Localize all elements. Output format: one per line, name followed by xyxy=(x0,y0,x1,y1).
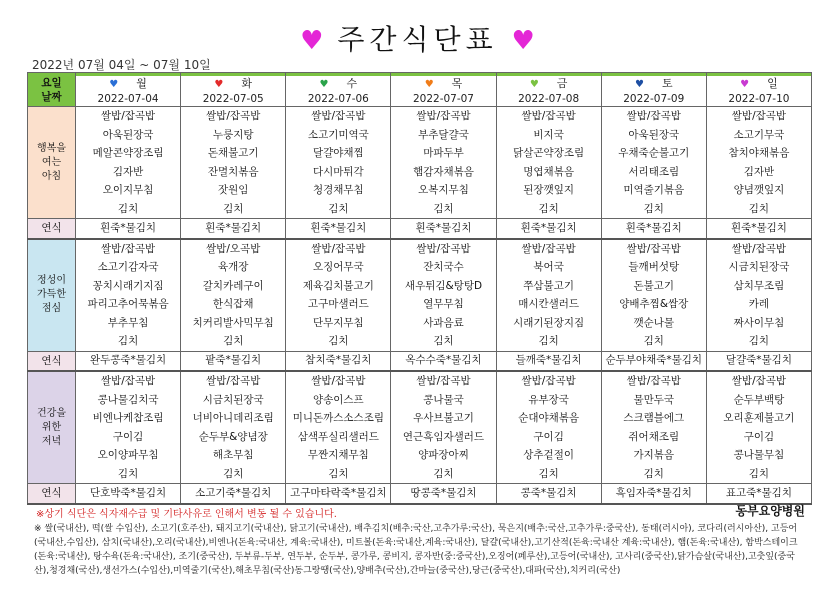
soft-diet-item: 흰죽*물김치 xyxy=(391,219,496,239)
menu-item: 김치 xyxy=(748,467,770,480)
menu-item: 김치 xyxy=(538,467,559,480)
menu-item: 쌀밥/잡곡밥 xyxy=(521,110,576,122)
menu-item: 유부장국 xyxy=(528,393,569,406)
heart-icon: ♥ xyxy=(511,26,535,56)
menu-item: 김치 xyxy=(223,202,244,215)
menu-item: 콩나물국 xyxy=(423,393,464,406)
menu-item: 콩나물무침 xyxy=(733,449,785,461)
menu-item: 미니돈까스소스조림 xyxy=(292,412,384,424)
menu-item: 양송이스프 xyxy=(312,393,364,406)
menu-item: 김치 xyxy=(223,467,244,480)
menu-item: 잔치국수 xyxy=(423,261,464,273)
menu-item: 한식잡채 xyxy=(212,298,254,310)
soft-diet-item: 소고기죽*물김치 xyxy=(181,484,286,504)
weekly-menu-table xyxy=(27,72,812,505)
day-header xyxy=(706,73,811,107)
menu-item: 가지볶음 xyxy=(633,449,675,461)
day-name: 월 xyxy=(136,77,147,90)
menu-item: 스크램블에그 xyxy=(623,412,685,424)
menu-item: 삼색푸실리샐러드 xyxy=(297,430,379,443)
soft-diet-item: 팥죽*물김치 xyxy=(181,351,286,371)
menu-item: 사과음료 xyxy=(423,316,464,329)
menu-item: 참치야채볶음 xyxy=(728,147,790,159)
day-header xyxy=(391,73,496,107)
notice: ※상기 식단은 식자재수급 및 기타사유로 인해서 변동 될 수 있습니다. xyxy=(36,509,337,520)
menu-item: 순대야채볶음 xyxy=(518,412,580,424)
soft-diet-item: 고구마타락죽*물김치 xyxy=(286,484,391,504)
menu-item: 구이김 xyxy=(743,430,775,443)
menu-item: 부추무침 xyxy=(107,316,149,329)
breakfast-soft-row xyxy=(28,219,812,239)
menu-item: 오이양파무침 xyxy=(97,449,159,461)
header-label xyxy=(28,73,76,107)
dinner-menu-cell xyxy=(601,371,706,484)
lunch-menu-cell xyxy=(391,239,496,352)
menu-item: 김치 xyxy=(433,335,454,347)
menu-item: 비지국 xyxy=(533,128,564,141)
menu-item: 김치 xyxy=(538,202,559,215)
meal-label-line: 건강을 xyxy=(37,407,66,419)
menu-item: 쌀밥/잡곡밥 xyxy=(206,375,261,387)
soft-diet-item: 흰죽*물김치 xyxy=(601,219,706,239)
heart-icon: ♥ xyxy=(319,79,329,90)
menu-item: 양파장아찌 xyxy=(418,449,469,461)
menu-item: 소고기무국 xyxy=(733,128,785,141)
menu-item: 김치 xyxy=(117,202,139,215)
meal-label-line: 점심 xyxy=(41,303,62,314)
menu-item: 양배추찜&쌈장 xyxy=(619,298,689,310)
lunch-label xyxy=(28,239,76,352)
menu-item: 쌀밥/잡곡밥 xyxy=(731,110,787,122)
menu-item: 마파두부 xyxy=(423,147,464,159)
menu-item: 시금치된장국 xyxy=(728,261,790,273)
meal-label-line: 행복을 xyxy=(37,142,66,154)
menu-item: 꽁치시래기지짐 xyxy=(92,279,164,292)
header-label-date: 날짜 xyxy=(41,90,62,103)
menu-item: 김치 xyxy=(748,335,770,347)
lunch-menu-cell xyxy=(76,239,181,352)
menu-item: 김치 xyxy=(117,335,139,347)
menu-item: 쥐어채조림 xyxy=(628,430,680,443)
lunch-soft-row xyxy=(28,351,812,371)
breakfast-menu-cell xyxy=(601,107,706,219)
menu-item: 양념깻잎지 xyxy=(733,184,785,196)
menu-item: 서리태조림 xyxy=(628,165,680,178)
heart-icon: ♥ xyxy=(529,79,539,90)
menu-item: 삼치무조림 xyxy=(733,279,785,292)
menu-item: 열무무침 xyxy=(423,298,464,310)
menu-item: 오리훈제불고기 xyxy=(723,412,795,424)
day-date: 2022-07-04 xyxy=(97,93,159,105)
day-name: 화 xyxy=(241,77,253,90)
heart-icon: ♥ xyxy=(300,26,324,56)
menu-item: 우사브불고기 xyxy=(413,412,474,424)
meal-label-line: 아침 xyxy=(41,170,62,182)
meal-label-line: 가득한 xyxy=(37,289,66,300)
day-header xyxy=(496,73,601,107)
menu-item: 미역줄기볶음 xyxy=(623,184,685,196)
heart-icon: ♥ xyxy=(740,79,750,90)
menu-item: 김치 xyxy=(117,467,139,480)
menu-item: 김자반 xyxy=(743,165,775,178)
dinner-menu-cell xyxy=(181,371,286,484)
menu-item: 제육김치불고기 xyxy=(302,279,374,292)
menu-item: 달걀야채찜 xyxy=(312,147,364,159)
page-title xyxy=(0,18,835,58)
menu-item: 갈치카레구이 xyxy=(202,279,264,292)
menu-item: 누룽지탕 xyxy=(212,128,254,141)
menu-item: 김치 xyxy=(433,467,454,480)
menu-item: 쌀밥/잡곡밥 xyxy=(206,110,261,122)
meal-label-line: 저녁 xyxy=(41,435,62,447)
menu-item: 우채죽순불고기 xyxy=(618,147,690,159)
heart-icon: ♥ xyxy=(109,79,119,90)
soft-diet-item: 흰죽*물김치 xyxy=(496,219,601,239)
menu-item: 김자반 xyxy=(112,165,144,178)
menu-item: 김치 xyxy=(538,335,559,347)
soft-diet-item: 흰죽*물김치 xyxy=(76,219,181,239)
menu-item: 오복지무침 xyxy=(418,184,469,196)
menu-item: 돈불고기 xyxy=(633,279,675,292)
day-header xyxy=(181,73,286,107)
soft-diet-label: 연식 xyxy=(28,219,76,239)
menu-item: 김치 xyxy=(328,467,349,480)
soft-diet-item: 들깨죽*물김치 xyxy=(496,351,601,371)
menu-item: 쌀밥/잡곡밥 xyxy=(626,375,681,387)
origin-info: ※ 쌀(국내산), 떡(쌀 수입산), 소고기(호주산), 돼지고기(국내산), 닭고기(국내산), 배추김치(배추:국산,고추가루:국산), 묵은지(배추:국산,고추가루:중국산), 동태(러시아), 코다리(러시아산), 고등어(국내산,수입산), 삼치(국내산),오리(국내산),비엔나(돈육:국내산, 계육:국내산), 미트볼(돈육:국내산,계육:국내산), 달걀(국내산),고기산적(돈육:국내산 계육:국내산), 햄(돈육:국내산), 함박스테이크(돈육:국내산), 탕수육(돈육:국내산), 조기(중국산), 두부류-두부, 연두부, 순두부, 콩가루, 콩비지, 콩자반(중:중국산),오징어(페루산),고등어(국내산), 고사리(중국산),닭가슴살(국내산),고춧잎(중국산),청경채(국산),생선가스(수입산),미역줄기(국산),해초무침(국산)동그랑땡(국산),양배추(국산),간마늘(중국산),당근(중국산),대파(국산),치커리(국산) xyxy=(34,524,798,576)
dinner-menu-cell xyxy=(391,371,496,484)
menu-item: 시금치된장국 xyxy=(202,393,264,406)
menu-item: 콩나물김치국 xyxy=(97,393,159,406)
menu-item: 짜사이무침 xyxy=(733,316,785,329)
meal-label-line: 위한 xyxy=(41,421,62,433)
menu-item: 쌀밥/잡곡밥 xyxy=(416,110,471,122)
soft-diet-item: 콩죽*물김치 xyxy=(496,484,601,504)
menu-item: 쌀밥/잡곡밥 xyxy=(731,375,787,387)
breakfast-menu-cell xyxy=(391,107,496,219)
hospital-name: 동부요양병원 xyxy=(735,504,805,518)
dinner-menu-cell xyxy=(496,371,601,484)
date-range: 2022년 07월 04일 ~ 07월 10일 xyxy=(32,58,211,72)
menu-item: 단무지무침 xyxy=(312,316,364,329)
soft-diet-item: 흑임자죽*물김치 xyxy=(601,484,706,504)
menu-item: 새우튀김&탕탕D xyxy=(404,279,483,292)
soft-diet-item: 옥수수죽*물김치 xyxy=(391,351,496,371)
menu-item: 해초무침 xyxy=(212,449,254,461)
menu-item: 김치 xyxy=(433,202,454,215)
menu-item: 상추겉절이 xyxy=(523,449,574,461)
menu-item: 햄감자채볶음 xyxy=(413,165,474,178)
menu-item: 다시마튀각 xyxy=(312,165,364,178)
day-header xyxy=(601,73,706,107)
day-date: 2022-07-06 xyxy=(307,93,369,105)
menu-item: 시래기된장지짐 xyxy=(513,316,585,329)
menu-item: 김치 xyxy=(643,335,664,347)
menu-item: 들깨버섯탕 xyxy=(628,261,680,273)
soft-diet-item: 흰죽*물김치 xyxy=(181,219,286,239)
menu-item: 쌀밥/잡곡밥 xyxy=(100,375,156,387)
meal-label-line: 여는 xyxy=(41,156,62,168)
menu-item: 오징어무국 xyxy=(312,261,364,273)
menu-item: 순두부&양념장 xyxy=(198,430,268,443)
menu-item: 비엔나케찹조림 xyxy=(92,412,164,424)
breakfast-menu-cell xyxy=(496,107,601,219)
menu-item: 무짠지채무침 xyxy=(307,449,369,461)
menu-item: 부추달걀국 xyxy=(418,128,469,141)
lunch-menu-cell xyxy=(181,239,286,352)
breakfast-row xyxy=(28,107,812,219)
soft-diet-item: 참치죽*물김치 xyxy=(286,351,391,371)
menu-item: 김치 xyxy=(328,335,349,347)
menu-item: 아욱된장국 xyxy=(628,128,680,141)
menu-item: 고구마샐러드 xyxy=(307,298,369,310)
menu-item: 쭈삼불고기 xyxy=(523,279,574,292)
soft-diet-item: 표고죽*물김치 xyxy=(706,484,811,504)
menu-item: 닭살곤약장조림 xyxy=(513,147,585,159)
menu-item: 김치 xyxy=(223,335,244,347)
menu-item: 쌀밥/잡곡밥 xyxy=(731,242,787,255)
heart-icon: ♥ xyxy=(634,79,644,90)
dinner-menu-cell xyxy=(706,371,811,484)
dinner-row xyxy=(28,371,812,484)
menu-item: 카레 xyxy=(748,298,770,310)
menu-item: 쌀밥/오곡밥 xyxy=(206,242,261,255)
day-name: 목 xyxy=(451,77,463,90)
menu-item: 명엽채볶음 xyxy=(523,165,574,178)
menu-item: 돈채불고기 xyxy=(207,147,259,159)
menu-item: 쌀밥/잡곡밥 xyxy=(311,375,366,387)
menu-item: 순두부백탕 xyxy=(733,393,785,406)
header-row xyxy=(28,73,812,107)
menu-item: 쌀밥/잡곡밥 xyxy=(416,242,471,255)
soft-diet-item: 완두콩죽*물김치 xyxy=(76,351,181,371)
menu-item: 물만두국 xyxy=(633,393,675,406)
page-title-text: 주간식단표 xyxy=(337,23,498,56)
menu-item: 잣원임 xyxy=(217,184,249,196)
menu-item: 김치 xyxy=(643,202,664,215)
soft-diet-item: 흰죽*물김치 xyxy=(706,219,811,239)
day-date: 2022-07-10 xyxy=(728,93,790,105)
menu-item: 쌀밥/잡곡밥 xyxy=(521,375,576,387)
menu-item: 오이지무침 xyxy=(102,184,154,196)
lunch-row xyxy=(28,239,812,352)
lunch-menu-cell xyxy=(706,239,811,352)
menu-item: 아욱된장국 xyxy=(102,128,154,141)
menu-item: 쌀밥/잡곡밥 xyxy=(100,110,156,122)
menu-item: 쌀밥/잡곡밥 xyxy=(100,242,156,255)
dinner-soft-row xyxy=(28,484,812,504)
menu-item: 연근흑임자샐러드 xyxy=(402,430,485,443)
menu-item: 쌀밥/잡곡밥 xyxy=(626,242,681,255)
menu-item: 구이김 xyxy=(112,430,144,443)
lunch-menu-cell xyxy=(496,239,601,352)
menu-item: 잔멸치볶음 xyxy=(207,165,259,178)
lunch-menu-cell xyxy=(286,239,391,352)
day-name: 금 xyxy=(556,77,568,90)
soft-diet-label: 연식 xyxy=(28,484,76,504)
menu-item: 쌀밥/잡곡밥 xyxy=(311,110,366,122)
breakfast-menu-cell xyxy=(286,107,391,219)
menu-item: 된장깻잎지 xyxy=(523,184,574,196)
menu-item: 소고기미역국 xyxy=(307,128,369,141)
day-name: 일 xyxy=(767,77,778,90)
menu-item: 쌀밥/잡곡밥 xyxy=(416,375,471,387)
menu-item: 소고기감자국 xyxy=(97,261,159,273)
menu-item: 쌀밥/잡곡밥 xyxy=(311,242,366,255)
soft-diet-item: 달걀죽*물김치 xyxy=(706,351,811,371)
menu-item: 치커리발사믹무침 xyxy=(192,316,274,329)
day-date: 2022-07-08 xyxy=(518,93,580,105)
heart-icon: ♥ xyxy=(424,79,434,90)
day-name: 수 xyxy=(346,77,358,90)
header-label-day: 요일 xyxy=(41,76,62,89)
breakfast-menu-cell xyxy=(706,107,811,219)
menu-item: 김치 xyxy=(328,202,349,215)
menu-item: 청경채무침 xyxy=(312,184,364,196)
day-date: 2022-07-05 xyxy=(202,93,264,105)
menu-item: 육개장 xyxy=(217,261,249,273)
soft-diet-item: 흰죽*물김치 xyxy=(286,219,391,239)
soft-diet-item: 땅콩죽*물김치 xyxy=(391,484,496,504)
menu-item: 구이김 xyxy=(533,430,564,443)
menu-item: 파리고추어묵볶음 xyxy=(87,298,169,310)
menu-item: 북어국 xyxy=(533,261,564,273)
day-date: 2022-07-09 xyxy=(623,93,685,105)
menu-item: 매시칸샐러드 xyxy=(518,298,580,310)
menu-item: 김치 xyxy=(748,202,770,215)
menu-item: 쌀밥/잡곡밥 xyxy=(626,110,681,122)
dinner-label xyxy=(28,371,76,484)
dinner-menu-cell xyxy=(286,371,391,484)
soft-diet-item: 순두부야채죽*물김치 xyxy=(601,351,706,371)
menu-item: 쌀밥/잡곡밥 xyxy=(521,242,576,255)
soft-diet-item: 단호박죽*물김치 xyxy=(76,484,181,504)
soft-diet-label: 연식 xyxy=(28,351,76,371)
breakfast-menu-cell xyxy=(181,107,286,219)
heart-icon: ♥ xyxy=(214,79,224,90)
breakfast-label xyxy=(28,107,76,219)
meal-label-line: 정성이 xyxy=(37,275,66,286)
lunch-menu-cell xyxy=(601,239,706,352)
day-date: 2022-07-07 xyxy=(412,93,474,105)
breakfast-menu-cell xyxy=(76,107,181,219)
menu-item: 깻순나물 xyxy=(633,316,675,329)
menu-item: 메알콘약장조림 xyxy=(92,147,164,159)
day-name: 토 xyxy=(661,77,673,90)
menu-item: 김치 xyxy=(643,467,664,480)
day-header xyxy=(76,73,181,107)
dinner-menu-cell xyxy=(76,371,181,484)
day-header xyxy=(286,73,391,107)
menu-item: 너비아니데리조림 xyxy=(192,412,274,424)
